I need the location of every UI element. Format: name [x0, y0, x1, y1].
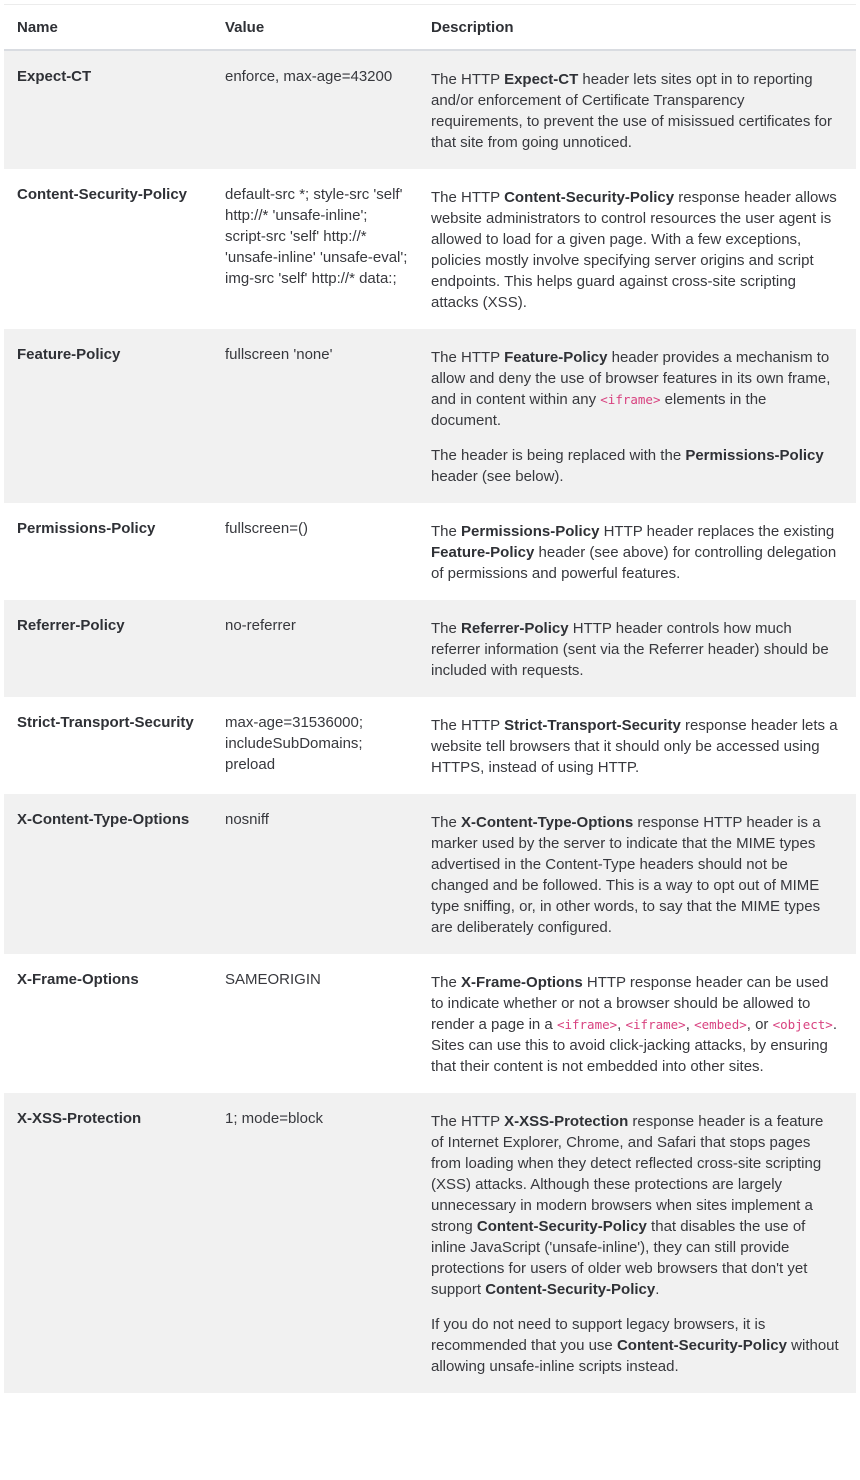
header-value-cell: max-age=31536000; includeSubDomains; preload: [225, 714, 364, 773]
inline-code: <object>: [772, 1017, 833, 1032]
header-value-cell: default-src *; style-src 'self' http://* 'unsafe-inline'; script-src 'self' http://* 'unsafe-inline' 'unsafe-eval'; img-src 'self' http://* data:;: [225, 186, 408, 287]
bold-term: X-XSS-Protection: [504, 1113, 629, 1130]
table-row: [4, 51, 856, 169]
description-paragraph: The Referrer-Policy HTTP header controls how much referrer information (sent via the Referrer header) should be included with requests.: [431, 620, 829, 679]
header-description-cell: [419, 169, 856, 329]
bold-term: Expect-CT: [504, 71, 579, 88]
description-paragraph: The header is being replaced with the Permissions-Policy header (see below).: [431, 447, 824, 485]
header-description-cell: [419, 503, 856, 600]
header-value-cell: 1; mode=block: [225, 1110, 323, 1127]
bold-term: Referrer-Policy: [461, 620, 569, 637]
description-paragraph: The X-Frame-Options HTTP response header can be used to indicate whether or not a browser should be allowed to render a page in a <iframe>, <iframe>, <embed>, or <object>. Sites can use this to avoid click-jacking attacks, by ensuring that their content is not embedded into other sites.: [431, 974, 837, 1075]
header-description-cell: [419, 51, 856, 169]
description-paragraph: The HTTP Content-Security-Policy response header allows website administrators to control resources the user agent is allowed to load for a given page. With a few exceptions, policies mostly involve specifying server origins and script endpoints. This helps guard against cross-site scripting attacks (XSS).: [431, 189, 837, 311]
column-header-name: Name: [17, 19, 58, 36]
table-row: [4, 169, 856, 329]
bold-term: Permissions-Policy: [461, 523, 600, 540]
header-name-cell: Content-Security-Policy: [17, 186, 188, 203]
bold-term: Strict-Transport-Security: [504, 717, 681, 734]
inline-code: <iframe>: [600, 392, 661, 407]
header-value-cell: nosniff: [225, 811, 269, 828]
bold-term: Content-Security-Policy: [476, 1218, 647, 1235]
header-value-cell: fullscreen=(): [225, 520, 308, 537]
bold-term: Feature-Policy: [431, 544, 535, 561]
table-row: [4, 1093, 856, 1393]
table-row: [4, 503, 856, 600]
http-headers-table: [4, 4, 856, 1393]
table-header-row: [4, 5, 856, 51]
header-description-cell: [419, 697, 856, 794]
header-name-cell: Referrer-Policy: [17, 617, 125, 634]
header-description-cell: [419, 794, 856, 954]
bold-term: Permissions-Policy: [685, 447, 824, 464]
bold-term: X-Content-Type-Options: [461, 814, 634, 831]
header-name-cell: Expect-CT: [17, 68, 92, 85]
header-value-cell: enforce, max-age=43200: [225, 68, 393, 85]
header-description-cell: [419, 329, 856, 503]
bold-term: Content-Security-Policy: [485, 1281, 656, 1298]
header-value-cell: fullscreen 'none': [225, 346, 333, 363]
header-name-cell: X-Content-Type-Options: [17, 811, 190, 828]
description-paragraph: The HTTP X-XSS-Protection response header is a feature of Internet Explorer, Chrome, and Safari that stops pages from loading when they detect reflected cross-site scripting (XSS) attacks. Although these protections are largely unnecessary in modern browsers when sites implement a strong Content-Security-Policy that disables the use of inline JavaScript ('unsafe-inline'), they can still provide protections for users of older web browsers that don't yet support Content-Security-Policy.: [431, 1113, 824, 1298]
header-value-cell: no-referrer: [225, 617, 296, 634]
description-paragraph: If you do not need to support legacy browsers, it is recommended that you use Content-Security-Policy without allowing unsafe-inline scripts instead.: [431, 1316, 839, 1375]
header-name-cell: Permissions-Policy: [17, 520, 156, 537]
bold-term: X-Frame-Options: [461, 974, 583, 991]
header-description-cell: [419, 1093, 856, 1393]
column-header-value: Value: [225, 19, 265, 36]
inline-code: <iframe>: [556, 1017, 618, 1032]
description-paragraph: The HTTP Feature-Policy header provides a mechanism to allow and deny the use of browser features in its own frame, and in content within any <iframe> elements in the document.: [431, 349, 831, 429]
table-row: [4, 329, 856, 503]
header-description-cell: [419, 600, 856, 697]
table-row: [4, 600, 856, 697]
header-name-cell: Feature-Policy: [17, 346, 121, 363]
description-paragraph: The HTTP Expect-CT header lets sites opt in to reporting and/or enforcement of Certificate Transparency requirements, to prevent the use of misissued certificates for that site from going unnoticed.: [431, 71, 833, 151]
table-row: [4, 794, 856, 954]
inline-code: <embed>: [694, 1017, 747, 1032]
header-name-cell: Strict-Transport-Security: [17, 714, 194, 731]
table-row: [4, 697, 856, 794]
column-header-description: Description: [431, 19, 514, 36]
table-body: [4, 51, 856, 1393]
header-name-cell: X-XSS-Protection: [17, 1110, 142, 1127]
inline-code: <iframe>: [625, 1017, 686, 1032]
bold-term: Content-Security-Policy: [504, 189, 675, 206]
bold-term: Content-Security-Policy: [616, 1337, 787, 1354]
header-value-cell: SAMEORIGIN: [225, 971, 321, 988]
header-name-cell: X-Frame-Options: [17, 971, 139, 988]
description-paragraph: The Permissions-Policy HTTP header replaces the existing Feature-Policy header (see above) for controlling delegation of permissions and powerful features.: [431, 523, 837, 582]
header-description-cell: [419, 954, 856, 1093]
description-paragraph: The X-Content-Type-Options response HTTP header is a marker used by the server to indicate that the MIME types advertised in the Content-Type headers should not be changed and be followed. This is a way to opt out of MIME type sniffing, or, in other words, to say that the MIME types are deliberately configured.: [431, 814, 821, 936]
description-paragraph: The HTTP Strict-Transport-Security response header lets a website tell browsers that it should only be accessed using HTTPS, instead of using HTTP.: [431, 717, 838, 776]
table-row: [4, 954, 856, 1093]
bold-term: Feature-Policy: [504, 349, 608, 366]
